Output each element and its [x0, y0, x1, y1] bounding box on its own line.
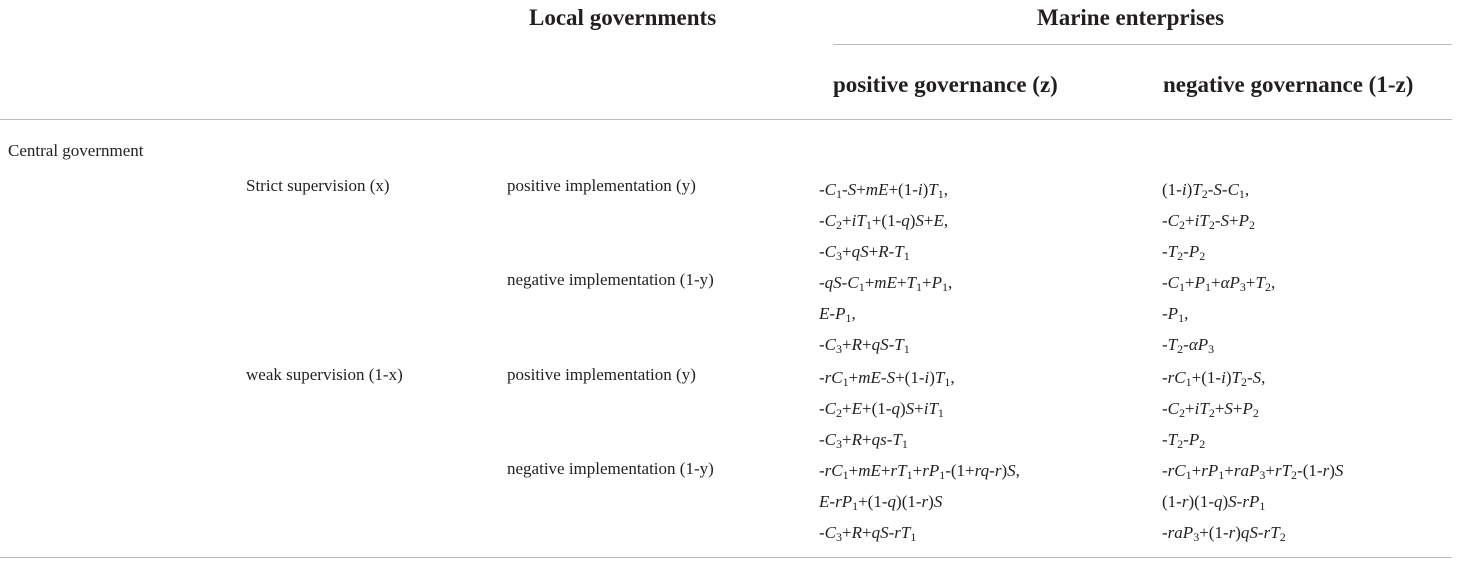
- payoff-cell-1-z: [1162, 180, 1255, 273]
- payoff-line: $(1-i)T_2-S-C_1$,: [1162, 180, 1250, 201]
- payoff-cell-z: [819, 368, 955, 461]
- payoff-line: $E-P_1$,: [819, 304, 856, 325]
- row-negative-implementation: negative implementation (1-y): [507, 459, 714, 478]
- payoff-line: $-C_2+E+(1-q)S+iT_1$: [819, 399, 944, 420]
- payoff-line: $-rC_1+rP_1+raP_3+rT_2-(1-r)S$: [1162, 461, 1344, 482]
- payoff-cell-z: [819, 180, 948, 273]
- row-positive-implementation: positive implementation (y): [507, 365, 696, 384]
- payoff-cell-z: [819, 461, 1020, 554]
- payoff-line: $(1-r)(1-q)S-rP_1$: [1162, 492, 1266, 513]
- header-negative-governance: negative governance (1-z): [1163, 72, 1414, 97]
- payoff-line: $-C_3+R+qs-T_1$: [819, 430, 908, 451]
- bottom-rule: [0, 557, 1452, 558]
- payoff-line: $-C_1-S+mE+(1-i)T_1$,: [819, 180, 949, 201]
- row-positive-implementation: positive implementation (y): [507, 176, 696, 195]
- row-negative-implementation: negative implementation (1-y): [507, 270, 714, 289]
- payoff-line: $-C_3+qS+R-T_1$: [819, 242, 910, 263]
- payoff-line: $-T_2-P_2$: [1162, 242, 1206, 263]
- payoff-line: $-C_3+R+qS-rT_1$: [819, 523, 917, 544]
- payoff-line: $-rC_1+(1-i)T_2-S$,: [1162, 368, 1266, 389]
- payoff-line: $-T_2-P_2$: [1162, 430, 1206, 451]
- payoff-cell-1-z: [1162, 273, 1275, 366]
- row-strict-supervision: Strict supervision (x): [246, 176, 390, 195]
- header-subrule: [833, 44, 1452, 45]
- payoff-line: $-raP_3+(1-r)qS-rT_2$: [1162, 523, 1286, 544]
- payoff-line: $-C_2+iT_2-S+P_2$: [1162, 211, 1255, 232]
- header-positive-governance: positive governance (z): [833, 72, 1058, 97]
- payoff-line: $-C_3+R+qS-T_1$: [819, 335, 910, 356]
- row-weak-supervision: weak supervision (1-x): [246, 365, 403, 384]
- payoff-line: $-P_1$,: [1162, 304, 1189, 325]
- header-marine-enterprises: Marine enterprises: [1037, 5, 1225, 30]
- payoff-line: $-C_2+iT_2+S+P_2$: [1162, 399, 1259, 420]
- payoff-cell-z: [819, 273, 952, 366]
- payoff-line: $-C_2+iT_1+(1-q)S+E$,: [819, 211, 949, 232]
- payoff-cell-1-z: [1162, 461, 1343, 554]
- payoff-line: $E-rP_1+(1-q)(1-r)S$: [819, 492, 943, 513]
- payoff-line: $-rC_1+mE+rT_1+rP_1-(1+rq-r)S$,: [819, 461, 1020, 482]
- payoff-cell-1-z: [1162, 368, 1265, 461]
- payoff-line: $-rC_1+mE-S+(1-i)T_1$,: [819, 368, 955, 389]
- payoff-line: $-qS-C_1+mE+T_1+P_1$,: [819, 273, 953, 294]
- header-local-governments: Local governments: [529, 5, 717, 30]
- row-central-government: Central government: [8, 141, 144, 160]
- payoff-line: $-T_2-\alpha P_3$: [1162, 335, 1215, 356]
- payoff-line: $-C_1+P_1+\alpha P_3+T_2$,: [1162, 273, 1276, 294]
- header-rule: [0, 119, 1452, 120]
